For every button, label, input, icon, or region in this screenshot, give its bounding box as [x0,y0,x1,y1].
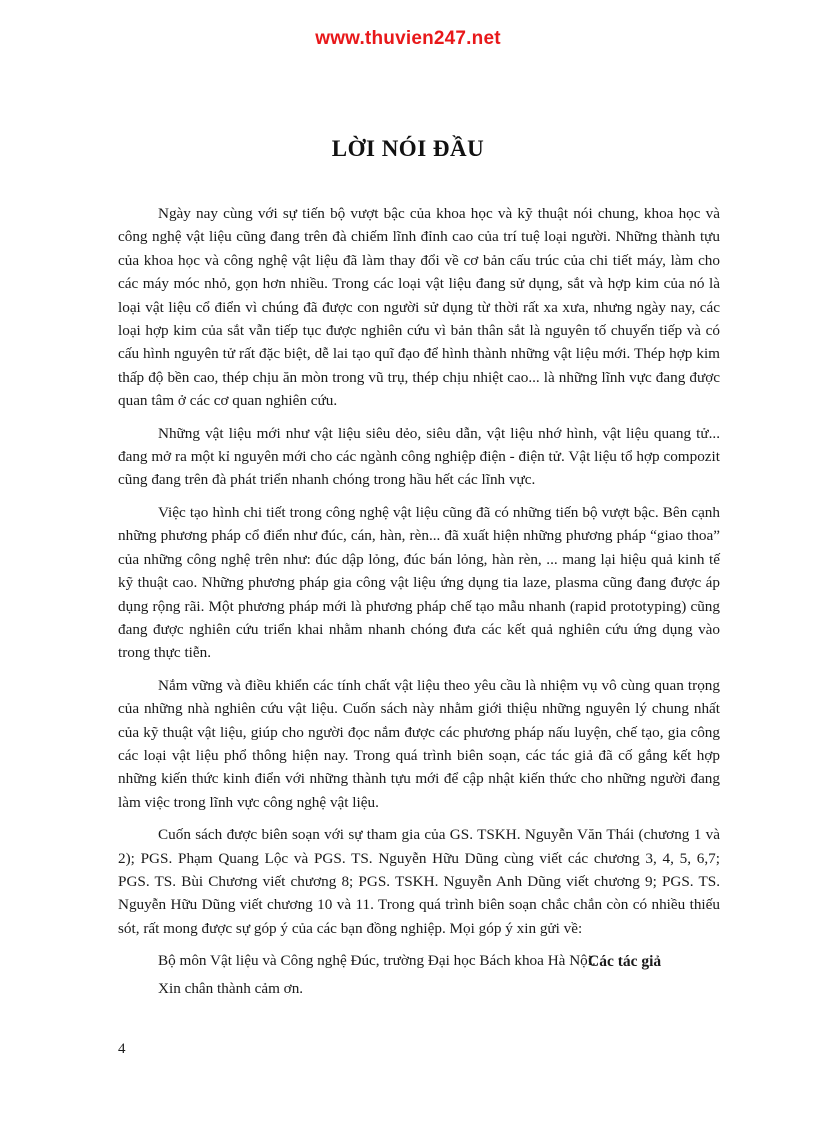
paragraph-purpose: Nắm vững và điều khiển các tính chất vật liệu theo yêu cầu là nhiệm vụ vô cùng quan trọng của những nhà nghiên cứu vật liệu. Cuốn sách này nhằm giới thiệu những nguyên lý chung nhất của kỹ thuật vật liệu, giúp cho người đọc nắm được các phương pháp nấu luyện, chế tạo, gia công các loại vật liệu phổ thông hiện nay. Trong quá trình biên soạn, các tác giả đã cố gắng kết hợp những kiến thức kinh điển với những thành tựu mới để cập nhật kiến thức cho những người đang làm việc trong lĩnh vực công nghệ vật liệu. [118,676,720,811]
paragraph-forming: Việc tạo hình chi tiết trong công nghệ vật liệu cũng đã có những tiến bộ vượt bậc. Bên cạnh những phương pháp cổ điển như đúc, cán, hàn, rèn... đã xuất hiện những phương pháp “giao thoa” của những công nghệ trên như: đúc dập lỏng, đúc bán lỏng, hàn rèn, ... mang lại hiệu quả kinh tế kỹ thuật cao. Những phương pháp gia công vật liệu ứng dụng tia laze, plasma cũng đang được áp dụng rộng rãi. Một phương pháp mới là phương pháp chế tạo mẫu nhanh (rapid prototyping) cũng đang được nghiên cứu triển khai nhằm nhanh chóng đưa các kết quả nghiên cứu ứng dụng vào trong thực tiễn. [118,503,720,662]
page-number: 4 [118,1041,126,1057]
paragraph-authors: Cuốn sách được biên soạn với sự tham gia của GS. TSKH. Nguyễn Văn Thái (chương 1 và 2); PGS. Phạm Quang Lộc và PGS. TS. Nguyễn Hữu Dũng cùng viết các chương 3, 4, 5, 6,7; PGS. TS. Bùi Chương viết chương 8; PGS. TSKH. Nguyễn Anh Dũng viết chương 9; PGS. TS. Nguyễn Hữu Dũng viết chương 10 và 11. Trong quá trình biên soạn chắc chắn còn có nhiều thiếu sót, rất mong được sự góp ý của các bạn đồng nghiệp. Mọi góp ý xin gửi về: [118,826,720,937]
paragraph-thanks: Xin chân thành cảm ơn. [158,979,304,997]
paragraph-address: Bộ môn Vật liệu và Công nghệ Đúc, trường Đại học Bách khoa Hà Nội. [158,952,596,970]
page-title: LỜI NÓI ĐẦU [331,136,485,161]
paragraph-intro: Ngày nay cùng với sự tiến bộ vượt bậc của khoa học và kỹ thuật nói chung, khoa học và công nghệ vật liệu cũng đang trên đà chiếm lĩnh đỉnh cao của trí tuệ loại người. Những thành tựu của khoa học và công nghệ vật liệu đã làm thay đổi về cơ bản cấu trúc của chi tiết máy, làm cho các máy móc nhỏ, gọn hơn nhiều. Trong các loại vật liệu đang sử dụng, sắt và hợp kim của nó là loại vật liệu cổ điển vì chúng đã được con người sử dụng từ thời rất xa xưa, nhưng ngày nay, các loại hợp kim của sắt vẫn tiếp tục được nghiên cứu vì bản thân sắt là nguyên tố chuyển tiếp và có cấu hình nguyên tử rất đặc biệt, dễ lai tạo quĩ đạo để hình thành những vật liệu mới. Thép hợp kim thấp độ bền cao, thép chịu ăn mòn trong vũ trụ, thép chịu nhiệt cao... là những lĩnh vực đang được quan tâm ở các cơ quan nghiên cứu. [118,205,720,410]
site-watermark: www.thuvien247.net [315,28,501,49]
signature: Các tác giả [588,953,662,970]
paragraph-new-materials: Những vật liệu mới như vật liệu siêu dẻo, siêu dẫn, vật liệu nhớ hình, vật liệu quang tử... đang mở ra một kỉ nguyên mới cho các ngành công nghiệp điện - điện tử. Vật liệu tổ hợp compozit cũng đang trên đà phát triển nhanh chóng trong hầu hết các lĩnh vực. [118,424,720,489]
preface-body [118,202,720,1009]
